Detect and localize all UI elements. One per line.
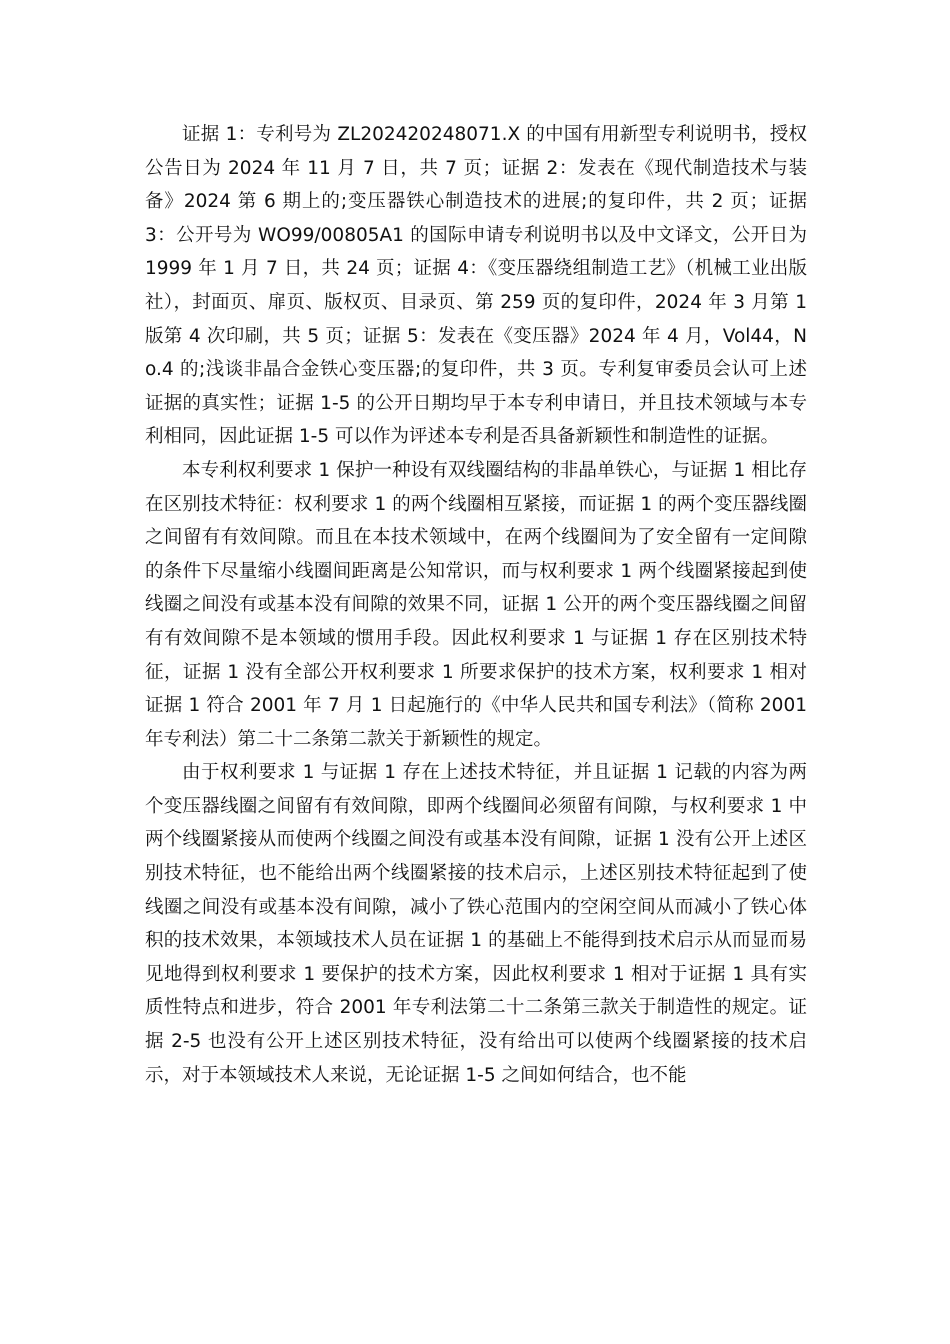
document-body xyxy=(145,118,807,1092)
novelty-analysis-paragraph: 本专利权利要求 1 保护一种设有双线圈结构的非晶单铁心，与证据 1 相比存在区别技术特征：权利要求 1 的两个线圈相互紧接，而证据 1 的两个变压器线圈之间留有有效间隙。而且在本技术领域中，在两个线圈间为了安全留有一定间隙的条件下尽量缩小线圈间距离是公知常识，而与权利要求 1 两个线圈紧接起到使线圈之间没有或基本没有间隙的效果不同，证据 1 公开的两个变压器线圈之间留有有效间隙不是本领域的惯用手段。因此权利要求 1 与证据 1 存在区别技术特征，证据 1 没有全部公开权利要求 1 所要求保护的技术方案，权利要求 1 相对证据 1 符合 2001 年 7 月 1 日起施行的《中华人民共和国专利法》（简称 2001 年专利法）第二十二条第二款关于新颖性的规定。 xyxy=(145,459,807,750)
evidence-list-paragraph: 证据 1：专利号为 ZL202420248071.X 的中国有用新型专利说明书，授权公告日为 2024 年 11 月 7 日，共 7 页；证据 2：发表在《现代制造技术与装备》2024 第 6 期上的;变压器铁心制造技术的进展;的复印件，共 2 页；证据 3：公开号为 WO99/00805A1 的国际申请专利说明书以及中文译文，公开日为 1999 年 1 月 7 日，共 24 页；证据 4：《变压器绕组制造工艺》（机械工业出版社），封面页、扉页、版权页、目录页、第 259 页的复印件，2024 年 3 月第 1 版第 4 次印刷，共 5 页；证据 5：发表在《变压器》2024 年 4 月，Vol44，No.4 的;浅谈非晶合金铁心变压器;的复印件，共 3 页。专利复审委员会认可上述证据的真实性；证据 1-5 的公开日期均早于本专利申请日，并且技术领域与本专利相同，因此证据 1-5 可以作为评述本专利是否具备新颖性和制造性的证据。 xyxy=(145,124,807,448)
inventiveness-analysis-paragraph: 由于权利要求 1 与证据 1 存在上述技术特征，并且证据 1 记载的内容为两个变压器线圈之间留有有效间隙，即两个线圈间必须留有间隙，与权利要求 1 中两个线圈紧接从而使两个线圈之间没有或基本没有间隙，证据 1 没有公开上述区别技术特征，也不能给出两个线圈紧接的技术启示，上述区别技术特征起到了使线圈之间没有或基本没有间隙，减小了铁心范围内的空闲空间从而减小了铁心体积的技术效果，本领域技术人员在证据 1 的基础上不能得到技术启示从而显而易见地得到权利要求 1 要保护的技术方案，因此权利要求 1 相对于证据 1 具有实质性特点和进步，符合 2001 年专利法第二十二条第三款关于制造性的规定。证据 2-5 也没有公开上述区别技术特征，没有给出可以使两个线圈紧接的技术启示，对于本领域技术人来说，无论证据 1-5 之间如何结合，也不能 xyxy=(145,762,807,1086)
